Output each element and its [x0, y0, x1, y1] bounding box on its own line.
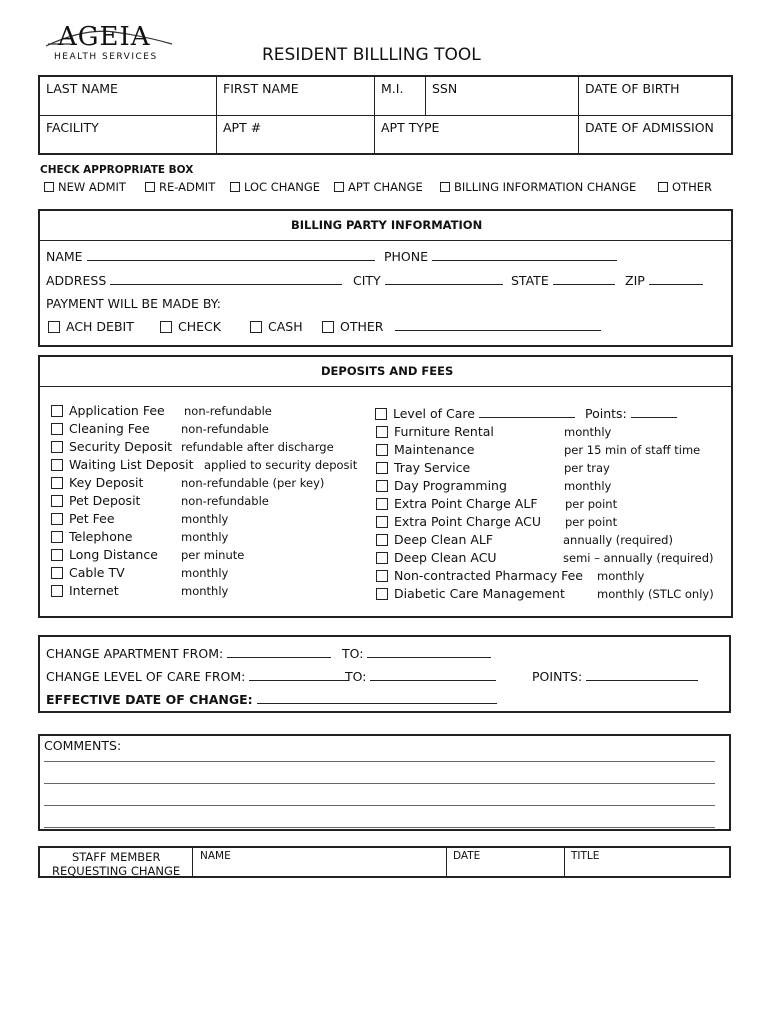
checkbox-icon[interactable] [376, 480, 388, 492]
fee-note: per minute [181, 548, 245, 562]
checkbox-icon[interactable] [51, 441, 63, 453]
checkbox-icon[interactable] [51, 459, 63, 471]
fee-long-distance[interactable]: Long Distance [51, 547, 158, 562]
checkbox-icon[interactable] [51, 477, 63, 489]
checkbox-other[interactable]: OTHER [658, 180, 712, 194]
fee-day-programming[interactable]: Day Programming [376, 478, 507, 493]
fee-diabetic-care[interactable]: Diabetic Care Management [376, 586, 565, 601]
fee-note: monthly [181, 512, 229, 526]
checkbox-icon[interactable] [376, 444, 388, 456]
checkbox-icon[interactable] [44, 182, 54, 192]
fee-note: applied to security deposit [204, 458, 358, 472]
staff-title-field[interactable]: TITLE [571, 850, 600, 862]
fee-note: non-refundable [184, 404, 272, 418]
fee-pet-deposit[interactable]: Pet Deposit [51, 493, 140, 508]
payment-other[interactable]: OTHER [322, 319, 601, 334]
check-box-heading: CHECK APPROPRIATE BOX [40, 164, 194, 176]
fee-extra-point-acu[interactable]: Extra Point Charge ACU [376, 514, 541, 529]
fee-note: non-refundable [181, 422, 269, 436]
billing-phone-field[interactable]: PHONE [384, 249, 617, 264]
logo-brand: AGEIA [58, 22, 151, 52]
resident-info-table [38, 75, 733, 155]
fee-application-fee[interactable]: Application Fee [51, 403, 165, 418]
fee-note: monthly [181, 584, 229, 598]
checkbox-icon[interactable] [334, 182, 344, 192]
checkbox-icon[interactable] [376, 552, 388, 564]
payment-label: PAYMENT WILL BE MADE BY: [46, 296, 221, 311]
fee-note: per 15 min of staff time [564, 443, 701, 457]
fee-key-deposit[interactable]: Key Deposit [51, 475, 143, 490]
logo-subtitle: HEALTH SERVICES [54, 52, 158, 62]
checkbox-icon[interactable] [51, 513, 63, 525]
checkbox-apt-change[interactable]: APT CHANGE [334, 180, 423, 194]
fee-cable-tv[interactable]: Cable TV [51, 565, 125, 580]
fee-note: monthly (STLC only) [597, 587, 714, 601]
checkbox-icon[interactable] [376, 534, 388, 546]
change-points-field[interactable]: POINTS: [532, 669, 698, 684]
billing-address-field[interactable]: ADDRESS [46, 273, 342, 288]
billing-party-section [38, 209, 733, 347]
checkbox-new-admit[interactable]: NEW ADMIT [44, 180, 126, 194]
checkbox-icon[interactable] [230, 182, 240, 192]
comments-section[interactable] [38, 734, 731, 831]
fee-pet-fee[interactable]: Pet Fee [51, 511, 115, 526]
checkbox-icon[interactable] [51, 495, 63, 507]
fee-note: per tray [564, 461, 610, 475]
billing-name-field[interactable]: NAME [46, 249, 375, 264]
checkbox-loc-change[interactable]: LOC CHANGE [230, 180, 320, 194]
checkbox-icon[interactable] [48, 321, 60, 333]
billing-city-field[interactable]: CITY [353, 273, 503, 288]
checkbox-icon[interactable] [376, 570, 388, 582]
fee-note: monthly [181, 566, 229, 580]
checkbox-icon[interactable] [51, 585, 63, 597]
ssn-field[interactable]: SSN [432, 81, 458, 96]
checkbox-icon[interactable] [322, 321, 334, 333]
fee-internet[interactable]: Internet [51, 583, 119, 598]
billing-state-field[interactable]: STATE [511, 273, 615, 288]
payment-cash[interactable]: CASH [250, 319, 303, 334]
checkbox-icon[interactable] [376, 462, 388, 474]
checkbox-icon[interactable] [375, 408, 387, 420]
checkbox-icon[interactable] [250, 321, 262, 333]
fee-tray-service[interactable]: Tray Service [376, 460, 470, 475]
checkbox-billing-info-change[interactable]: BILLING INFORMATION CHANGE [440, 180, 636, 194]
payment-ach-debit[interactable]: ACH DEBIT [48, 319, 134, 334]
checkbox-icon[interactable] [51, 423, 63, 435]
staff-table [38, 846, 731, 878]
change-apartment-field[interactable]: CHANGE APARTMENT FROM: [46, 646, 331, 661]
loc-to-field[interactable]: TO: [345, 669, 496, 684]
change-section [38, 635, 731, 713]
checkbox-icon[interactable] [658, 182, 668, 192]
facility-field[interactable]: FACILITY [46, 120, 99, 135]
apartment-to-field[interactable]: TO: [342, 646, 491, 661]
effective-date-field[interactable]: EFFECTIVE DATE OF CHANGE: [46, 692, 497, 707]
checkbox-icon[interactable] [51, 405, 63, 417]
deposits-heading: DEPOSITS AND FEES [321, 364, 454, 378]
billing-zip-field[interactable]: ZIP [625, 273, 703, 288]
staff-name-field[interactable]: NAME [200, 850, 231, 862]
fee-note: semi – annually (required) [563, 551, 714, 565]
points-field[interactable]: Points: [585, 406, 677, 421]
checkbox-icon[interactable] [160, 321, 172, 333]
fee-note: non-refundable [181, 494, 269, 508]
fee-note: monthly [181, 530, 229, 544]
checkbox-icon[interactable] [440, 182, 450, 192]
checkbox-icon[interactable] [376, 426, 388, 438]
staff-date-field[interactable]: DATE [453, 850, 481, 862]
checkbox-icon[interactable] [51, 549, 63, 561]
checkbox-re-admit[interactable]: RE-ADMIT [145, 180, 215, 194]
checkbox-icon[interactable] [376, 498, 388, 510]
checkbox-icon[interactable] [51, 531, 63, 543]
fee-security-deposit[interactable]: Security Deposit [51, 439, 172, 454]
dob-field[interactable]: DATE OF BIRTH [585, 81, 680, 96]
first-name-field[interactable]: FIRST NAME [223, 81, 299, 96]
fee-deep-clean-alf[interactable]: Deep Clean ALF [376, 532, 493, 547]
page-title: RESIDENT BILLLING TOOL [262, 45, 481, 65]
apt-number-field[interactable]: APT # [223, 120, 262, 135]
fee-note: annually (required) [563, 533, 673, 547]
fee-note: monthly [564, 479, 612, 493]
fee-note: per point [565, 515, 618, 529]
fee-note: refundable after discharge [181, 440, 334, 454]
last-name-field[interactable]: LAST NAME [46, 81, 118, 96]
apt-type-field[interactable]: APT TYPE [381, 120, 440, 135]
fee-note: per point [565, 497, 618, 511]
staff-label-line1: STAFF MEMBER [72, 850, 161, 864]
fee-level-of-care[interactable]: Level of Care [375, 406, 575, 421]
fee-deep-clean-acu[interactable]: Deep Clean ACU [376, 550, 497, 565]
payment-check[interactable]: CHECK [160, 319, 221, 334]
fee-waiting-list-deposit[interactable]: Waiting List Deposit [51, 457, 194, 472]
fee-cleaning-fee[interactable]: Cleaning Fee [51, 421, 150, 436]
fee-telephone[interactable]: Telephone [51, 529, 132, 544]
checkbox-icon[interactable] [145, 182, 155, 192]
checkbox-icon[interactable] [376, 588, 388, 600]
fee-extra-point-alf[interactable]: Extra Point Charge ALF [376, 496, 538, 511]
checkbox-icon[interactable] [376, 516, 388, 528]
checkbox-icon[interactable] [51, 567, 63, 579]
fee-note: monthly [564, 425, 612, 439]
logo [44, 24, 174, 64]
fee-note: monthly [597, 569, 645, 583]
fee-note: non-refundable (per key) [181, 476, 325, 490]
admission-date-field[interactable]: DATE OF ADMISSION [585, 120, 714, 135]
comments-label: COMMENTS: [44, 738, 122, 753]
fee-furniture-rental[interactable]: Furniture Rental [376, 424, 494, 439]
billing-heading: BILLING PARTY INFORMATION [291, 218, 483, 232]
fee-maintenance[interactable]: Maintenance [376, 442, 475, 457]
fee-pharmacy[interactable]: Non-contracted Pharmacy Fee [376, 568, 583, 583]
mi-field[interactable]: M.I. [381, 81, 404, 96]
change-loc-field[interactable]: CHANGE LEVEL OF CARE FROM: [46, 669, 349, 684]
staff-label-line2: REQUESTING CHANGE [52, 864, 181, 878]
